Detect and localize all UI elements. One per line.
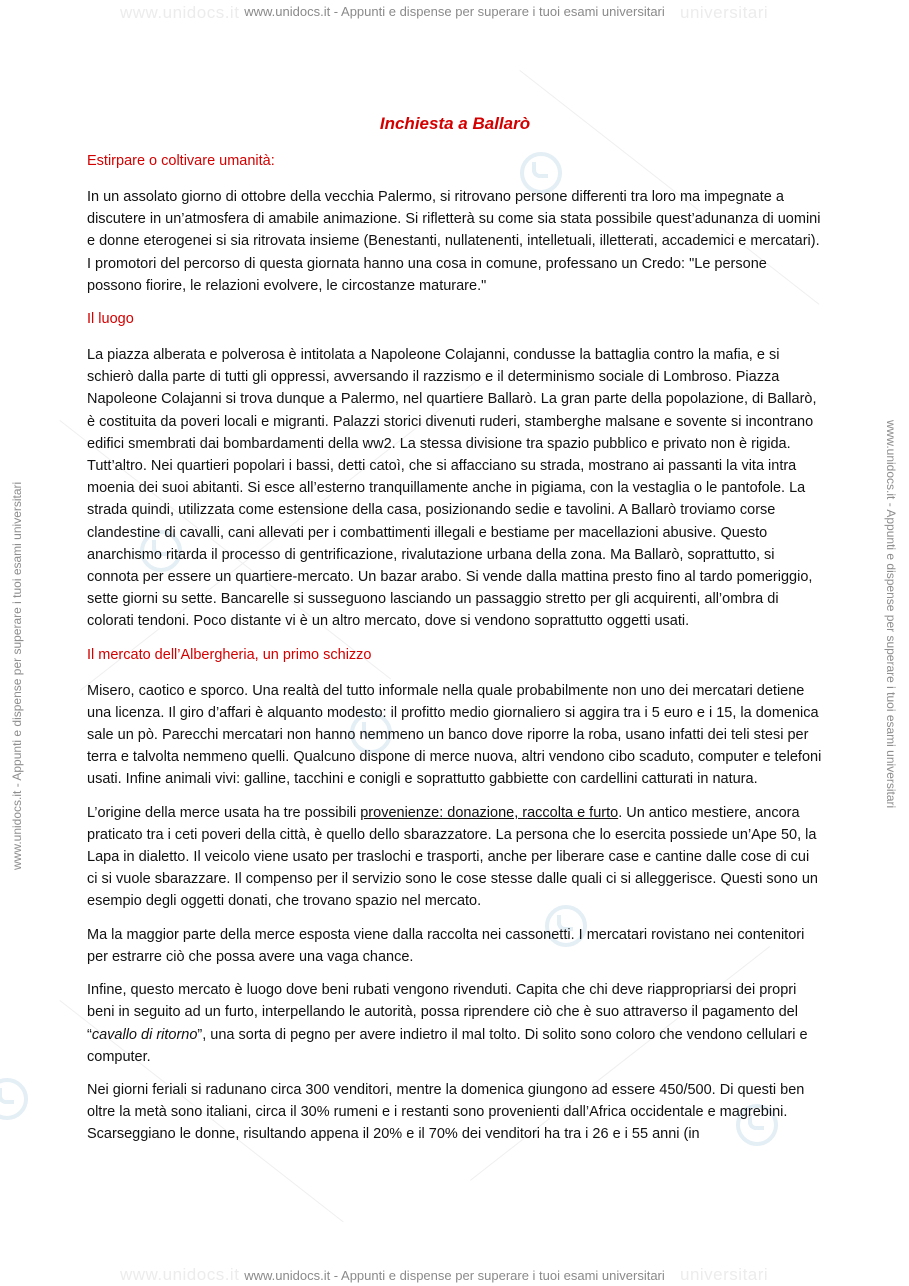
paragraph bbox=[87, 802, 823, 913]
italic-phrase: cavallo di ritorno bbox=[91, 1026, 198, 1043]
paragraph: Misero, caotico e sporco. Una realtà del tutto informale nella quale probabilmente non uno dei mercatari detiene una licenza. Il giro d’affari è alquanto modesto: il profitto medio giornaliero si aggira tra i 5 euro e i 15, la domenica sale un pò. Parecchi mercatari non hanno nemmeno un banco dove riporre la roba, usano infatti dei teli stesi per terra e talvolta nemmeno quelli. Qualcuno dispone di merce nuova, altri vendono cibo scaduto, computer e telefoni usati. Infine animali vivi: galline, tacchini e conigli e soprattutto gabbiette con cardellini catturati in natura. bbox=[87, 682, 822, 788]
paragraph-text: ”, una sorta di pegno per avere indietro il mal tolto. Di solito sono coloro che vendono cellulari e computer. bbox=[87, 1026, 808, 1065]
watermark-site-text: www.unidocs.it bbox=[120, 1265, 240, 1284]
paragraph: Ma la maggior parte della merce esposta viene dalla raccolta nei cassonetti. I mercatari rovistano nei contenitori per estrarre ciò che possa avere una vaga chance. bbox=[87, 926, 805, 965]
paragraph: La piazza alberata e polverosa è intitolata a Napoleone Colajanni, condusse la battaglia contro la mafia, e si schierò dalla parte di tutti gli oppressi, avversando il razzismo e il determinismo sociale di Lombroso. Piazza Napoleone Colajanni si trova dunque a Palermo, nel quartiere Ballarò. La gran parte della popolazione, di Ballarò, è costituita da poveri locali e migranti. Palazzi storici divenuti ruderi, stamberghe malsane e sovente si incontrano edifici smembrati dai bombardamenti della ww2. La stessa divisione tra spazio pubblico e privato non è rigida. Tutt’altro. Nei quartieri popolari i bassi, detti catoì, che si affacciano su strada, mostrano ai passanti la vita intra moenia dei suoi abitanti. Si esce all’esterno tranquillamente anche in pigiama, con la vestaglia o le pantofole. La strada quindi, utilizzata come estensione della casa, posizionando sedie e tavolini. A Ballarò troviamo corse clandestine di cavalli, cani allevati per i combattimenti illegali e bestiame per macellazioni abusive. Questo anarchismo ritarda il processo di gentrificazione, rivalutazione urbana della zona. Ma Ballarò, soprattutto, si connota per essere un quartiere-mercato. Un bazar arabo. Si vende dalla mattina presto fino al tardo pomeriggio, sette giorni su sette. Bancarelle si susseguono lasciando un passaggio stretto per gli acquirenti, all’ombra di colorati tendoni. Poco distante vi è un altro mercato, dove si vendono soprattutto oggetti usati. bbox=[87, 347, 817, 630]
footer-banner: www.unidocs.it - Appunti e dispense per superare i tuoi esami universitari bbox=[244, 1268, 665, 1283]
side-watermark-left: www.unidocs.it - Appunti e dispense per superare i tuoi esami universitari bbox=[10, 481, 24, 870]
watermark-site-text: www.unidocs.it bbox=[120, 3, 240, 22]
paragraph bbox=[87, 979, 823, 1068]
underlined-phrase: provenienze: donazione, raccolta e furto bbox=[360, 804, 619, 821]
section-heading: Il luogo bbox=[87, 311, 134, 328]
paragraph: Nei giorni feriali si radunano circa 300 venditori, mentre la domenica giungono ad essere 450/500. Di questi ben oltre la metà sono italiani, circa il 30% rumeni e i restanti sono provenienti dall’Africa occidentale e magrebini. Scarseggiano le donne, risultando appena il 20% e il 70% dei venditori ha tra i 26 e i 55 anni (in bbox=[87, 1081, 805, 1143]
section-heading: Il mercato dell’Albergheria, un primo schizzo bbox=[87, 646, 372, 663]
document-body bbox=[87, 110, 823, 1157]
header-banner: www.unidocs.it - Appunti e dispense per superare i tuoi esami universitari bbox=[244, 4, 665, 19]
watermark-word-text: universitari bbox=[680, 1265, 769, 1284]
unidocs-logo-icon bbox=[0, 1078, 28, 1120]
document-title: Inchiesta a Ballarò bbox=[379, 114, 531, 133]
watermark-word-text: universitari bbox=[680, 3, 769, 22]
section-heading: Estirpare o coltivare umanità: bbox=[87, 153, 275, 169]
paragraph-text: Infine, questo mercato è luogo dove beni rubati vengono rivenduti. Capita che chi deve riappropriarsi dei propri beni in seguito ad un furto, interpellando le autorità, possa riprendere ciò che è suo attraverso il pagamento del “ bbox=[87, 982, 798, 1043]
side-watermark-right: www.unidocs.it - Appunti e dispense per superare i tuoi esami universitari bbox=[884, 420, 898, 809]
paragraph-text: L’origine della merce usata ha tre possibili bbox=[87, 804, 361, 821]
paragraph-text: . Un antico mestiere, ancora praticato tra i ceti poveri della città, è quello dello sbarazzatore. La persona che lo esercita possiede un’Ape 50, la Lapa in dialetto. Il veicolo viene usato per traslochi e trasporti, anche per liberare case e cantine dalle cose di cui ci si vuole sbarazzare. Il compenso per il servizio sono le cose stesse dalle quali ci si alleggerisce. Questi sono un esempio degli oggetti donati, che trovano spazio nel mercato. bbox=[87, 804, 818, 910]
paragraph: In un assolato giorno di ottobre della vecchia Palermo, si ritrovano persone differenti tra loro ma impegnate a discutere in un’atmosfera di amabile animazione. Si rifletterà su come sia stata possibile quest’adunanza di uomini e donne eterogenei si sia ritrovata insieme (Benestanti, nullatenenti, intelletuali, illetterati, accademici e mercatari). I promotori del percorso di questa giornata hanno una cosa in comune, professano un Credo: "Le persone possono fiorire, le relazioni evolvere, le circostanze maturare." bbox=[87, 189, 821, 294]
